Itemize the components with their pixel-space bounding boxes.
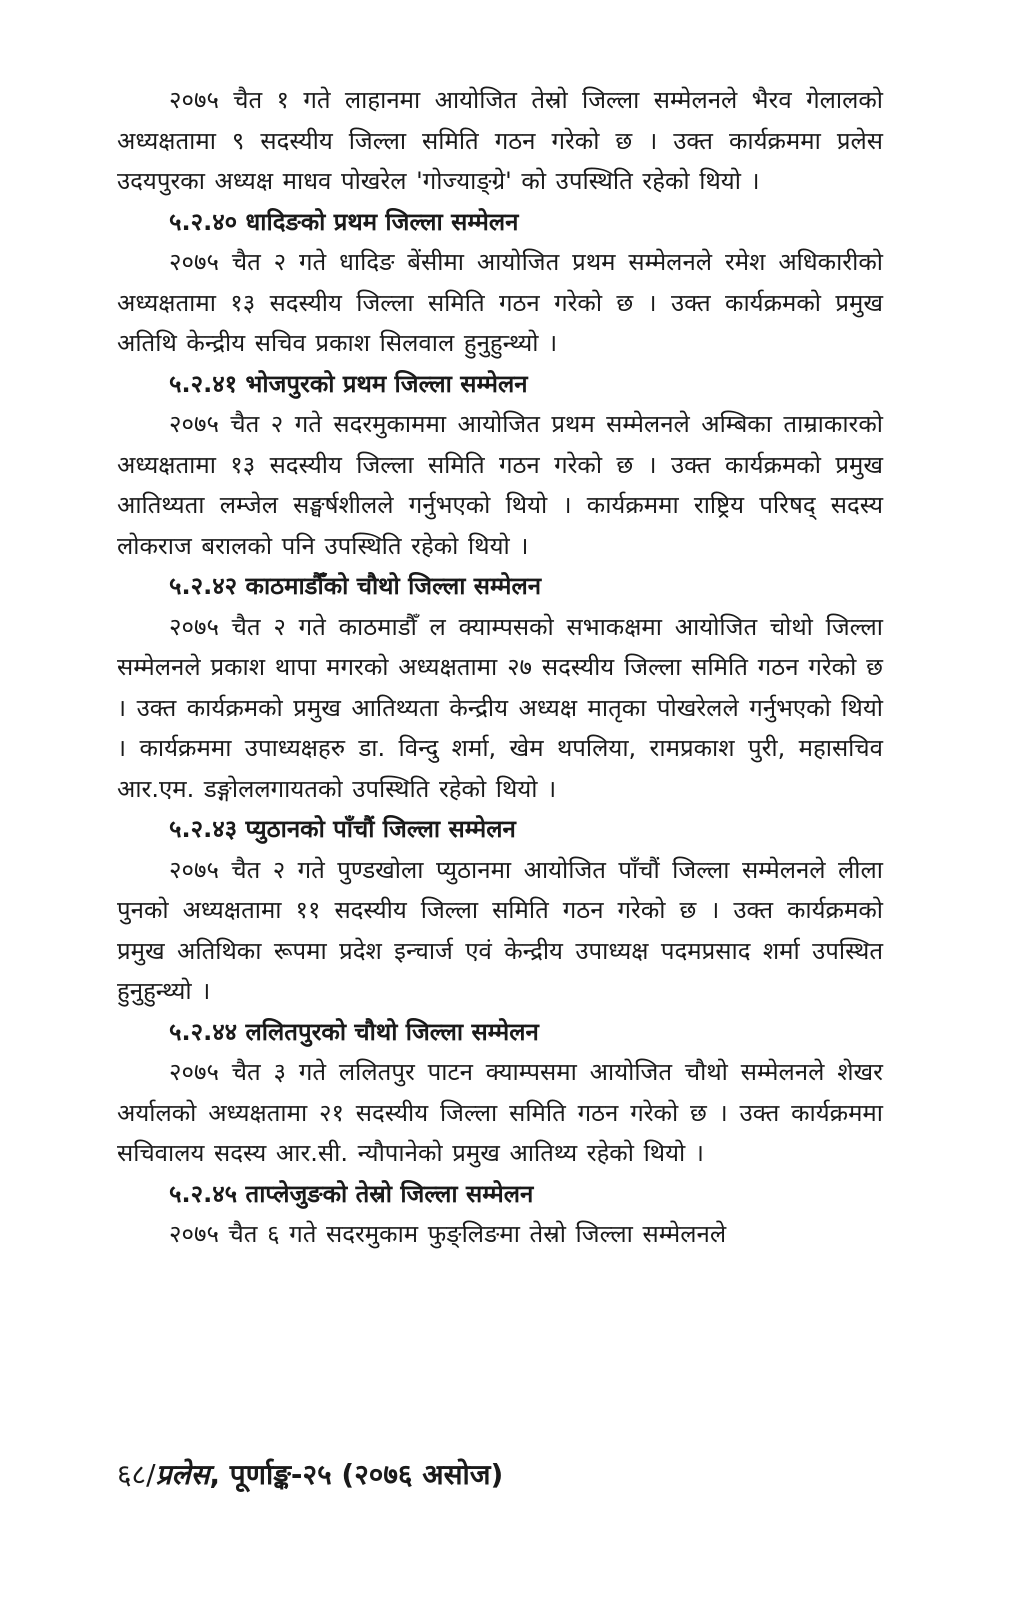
paragraph: २०७५ चैत ६ गते सदरमुकाम फुङ्लिङमा तेस्रो जिल्ला सम्मेलनले [169, 1220, 727, 1248]
paragraph: २०७५ चैत १ गते लाहानमा आयोजित तेस्रो जिल्ला सम्मेलनले भैरव गेलालको अध्यक्षतामा ९ सदस्यीय जिल्ला समिति गठन गरेको छ । उक्त कार्यक्रममा प्रलेस उदयपुरका अध्यक्ष माधव पोखरेल 'गोज्याङ्ग्रे' को उपस्थिति रहेको थियो । [117, 86, 883, 195]
section-heading: ५.२.४५ ताप्लेजुङको तेस्रो जिल्ला सम्मेलन [169, 1179, 534, 1208]
paragraph: २०७५ चैत २ गते सदरमुकाममा आयोजित प्रथम सम्मेलनले अम्बिका ताम्राकारको अध्यक्षतामा १३ सदस्यीय जिल्ला समिति गठन गरेको छ । उक्त कार्यक्रमको प्रमुख आतिथ्यता लम्जेल सङ्घर्षशीलले गर्नुभएको थियो । कार्यक्रममा राष्ट्रिय परिषद् सदस्य लोकराज बरालको पनि उपस्थिति रहेको थियो । [117, 410, 883, 560]
paragraph: २०७५ चैत २ गते काठमाडौँ ल क्याम्पसको सभाकक्षमा आयोजित चोथो जिल्ला सम्मेलनले प्रकाश थापा मगरको अध्यक्षतामा २७ सदस्यीय जिल्ला समिति गठन गरेको छ । उक्त कार्यक्रमको प्रमुख आतिथ्यता केन्द्रीय अध्यक्ष मातृका पोखरेलले गर्नुभएको थियो । कार्यक्रममा उपाध्यक्षहरु डा. विन्दु शर्मा, खेम थपलिया, रामप्रकाश पुरी, महासचिव आर.एम. डङ्गोललगायतको उपस्थिति रहेको थियो । [117, 612, 883, 803]
publication-name: प्रलेस [155, 1458, 210, 1491]
paragraph: २०७५ चैत ३ गते ललितपुर पाटन क्याम्पसमा आयोजित चौथो सम्मेलनले शेखर अर्यालको अध्यक्षतामा २१ सदस्यीय जिल्ला समिति गठन गरेको छ । उक्त कार्यक्रममा सचिवालय सदस्य आर.सी. न्यौपानेको प्रमुख आतिथ्य रहेको थियो । [117, 1058, 883, 1167]
paragraph: २०७५ चैत २ गते पुण्डखोला प्युठानमा आयोजित पाँचौं जिल्ला सम्मेलनले लीला पुनको अध्यक्षतामा ११ सदस्यीय जिल्ला समिति गठन गरेको छ । उक्त कार्यक्रमको प्रमुख अतिथिका रूपमा प्रदेश इन्चार्ज एवं केन्द्रीय उपाध्यक्ष पदमप्रसाद शर्मा उपस्थित हुनुहुन्थ्यो । [117, 855, 883, 1005]
issue-info: , पूर्णाङ्क-२५ (२०७६ असोज) [209, 1458, 504, 1491]
section-heading: ५.२.४४ ललितपुरको चौथो जिल्ला सम्मेलन [169, 1017, 539, 1046]
footer-separator: / [146, 1458, 156, 1491]
page-number: ६८ [117, 1458, 147, 1491]
paragraph: २०७५ चैत २ गते धादिङ बेंसीमा आयोजित प्रथम सम्मेलनले रमेश अधिकारीको अध्यक्षतामा १३ सदस्यीय जिल्ला समिति गठन गरेको छ । उक्त कार्यक्रमको प्रमुख अतिथि केन्द्रीय सचिव प्रकाश सिलवाल हुनुहुन्थ्यो । [117, 248, 883, 357]
section-heading: ५.२.४२ काठमाडौँको चौथो जिल्ला सम्मेलन [169, 572, 542, 600]
page-footer [117, 1455, 503, 1495]
section-heading: ५.२.४३ प्युठानको पाँचौं जिल्ला सम्मेलन [169, 815, 516, 843]
page-body [117, 80, 883, 1255]
section-heading: ५.२.४० धादिङको प्रथम जिल्ला सम्मेलन [169, 207, 519, 236]
section-heading: ५.२.४१ भोजपुरको प्रथम जिल्ला सम्मेलन [169, 369, 528, 398]
